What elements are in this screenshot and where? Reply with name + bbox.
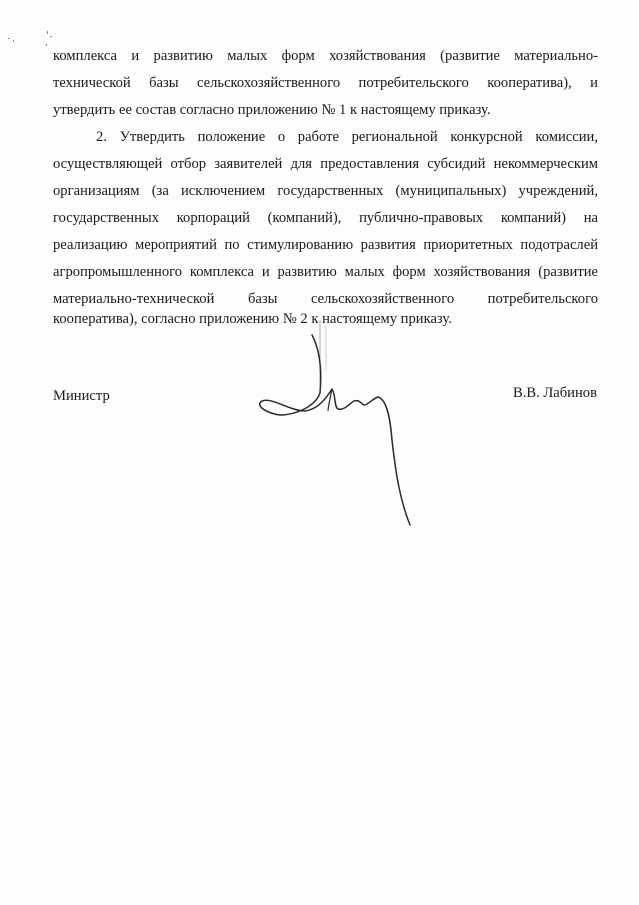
paragraph-2-line-2: осуществляющей отбор заявителей для предоставления субсидий некоммерческим	[53, 156, 598, 172]
signatory-name: В.В. Лабинов	[512, 385, 597, 401]
paragraph-1-line-1: комплекса и развитию малых форм хозяйствования (развитие материально-	[53, 48, 598, 64]
paragraph-2-line-1: 2. Утвердить положение о работе региональной конкурсной комиссии,	[96, 129, 598, 145]
paragraph-2-line-8: кооператива), согласно приложению № 2 к настоящему приказу.	[53, 311, 452, 327]
paragraph-1-line-3: утвердить ее состав согласно приложению № 1 к настоящему приказу.	[53, 102, 491, 118]
paragraph-1-line-2: технической базы сельскохозяйственного потребительского кооператива), и	[53, 75, 598, 91]
signatory-title: Министр	[53, 388, 110, 404]
paragraph-2-line-3: организациям (за исключением государственных (муниципальных) учреждений,	[53, 183, 598, 199]
paragraph-2-line-4: государственных корпораций (компаний), публично-правовых компаний) на	[53, 210, 598, 226]
handwritten-signature	[250, 315, 420, 530]
paragraph-2-line-7: материально-технической базы сельскохозяйственного потребительского	[53, 291, 598, 307]
paragraph-2-line-6: агропромышленного комплекса и развитию малых форм хозяйствования (развитие	[53, 264, 598, 280]
paragraph-2-line-5: реализацию мероприятий по стимулированию развития приоритетных подотраслей	[53, 237, 598, 253]
